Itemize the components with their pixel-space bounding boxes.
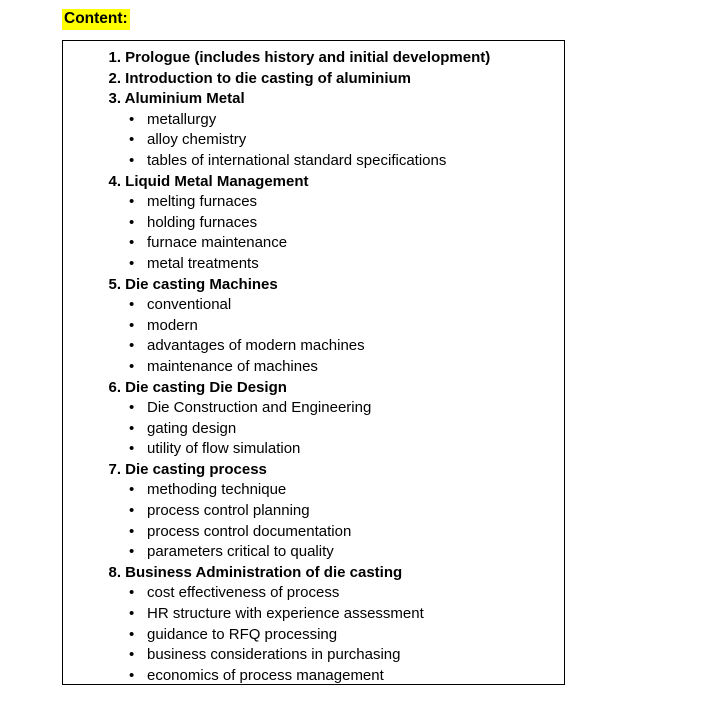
list-item: • melting furnaces — [71, 192, 556, 213]
content-heading: Content: — [62, 9, 130, 30]
list-item: • methoding technique — [71, 480, 556, 501]
list-item: • economics of process management — [71, 666, 556, 685]
list-item: • conventional — [71, 295, 556, 316]
outline-section-title: 2. Introduction to die casting of aluminium — [108, 69, 412, 87]
content-outline-box — [62, 40, 565, 685]
list-item: • alloy chemistry — [71, 130, 556, 151]
list-item: • maintenance of machines — [71, 357, 556, 378]
outline-section-title: 7. Die casting process — [108, 460, 267, 478]
list-item: • metal treatments — [71, 254, 556, 275]
list-item: • HR structure with experience assessment — [71, 604, 556, 625]
list-item: • tables of international standard specifications — [71, 151, 556, 172]
outline-section-title: 8. Business Administration of die casting — [108, 563, 403, 581]
list-item: • metallurgy — [71, 110, 556, 131]
list-item: • furnace maintenance — [71, 233, 556, 254]
list-item: • parameters critical to quality — [71, 542, 556, 563]
outline-section-title: 1. Prologue (includes history and initial development) — [108, 49, 491, 66]
outline-section-title: 3. Aluminium Metal — [108, 90, 245, 108]
outline-bullet-list — [71, 583, 556, 685]
list-item: • utility of flow simulation — [71, 439, 556, 460]
outline-section-title: 6. Die casting Die Design — [108, 378, 287, 396]
list-item: • gating design — [71, 419, 556, 440]
outline-bullet-list — [71, 295, 556, 377]
outline-bullet-list — [71, 398, 556, 460]
list-item: • process control documentation — [71, 522, 556, 543]
list-item: • business considerations in purchasing — [71, 645, 556, 666]
list-item: • Die Construction and Engineering — [71, 398, 556, 419]
outline-bullet-list — [71, 192, 556, 274]
list-item: • process control planning — [71, 501, 556, 522]
list-item: • cost effectiveness of process — [71, 583, 556, 604]
outline-section-title: 5. Die casting Machines — [108, 275, 278, 293]
list-item: • advantages of modern machines — [71, 336, 556, 357]
outline-bullet-list — [71, 110, 556, 172]
list-item: • guidance to RFQ processing — [71, 625, 556, 646]
outline-section-title: 4. Liquid Metal Management — [108, 172, 309, 190]
list-item: • holding furnaces — [71, 213, 556, 234]
outline-bullet-list — [71, 480, 556, 562]
list-item: • modern — [71, 316, 556, 337]
